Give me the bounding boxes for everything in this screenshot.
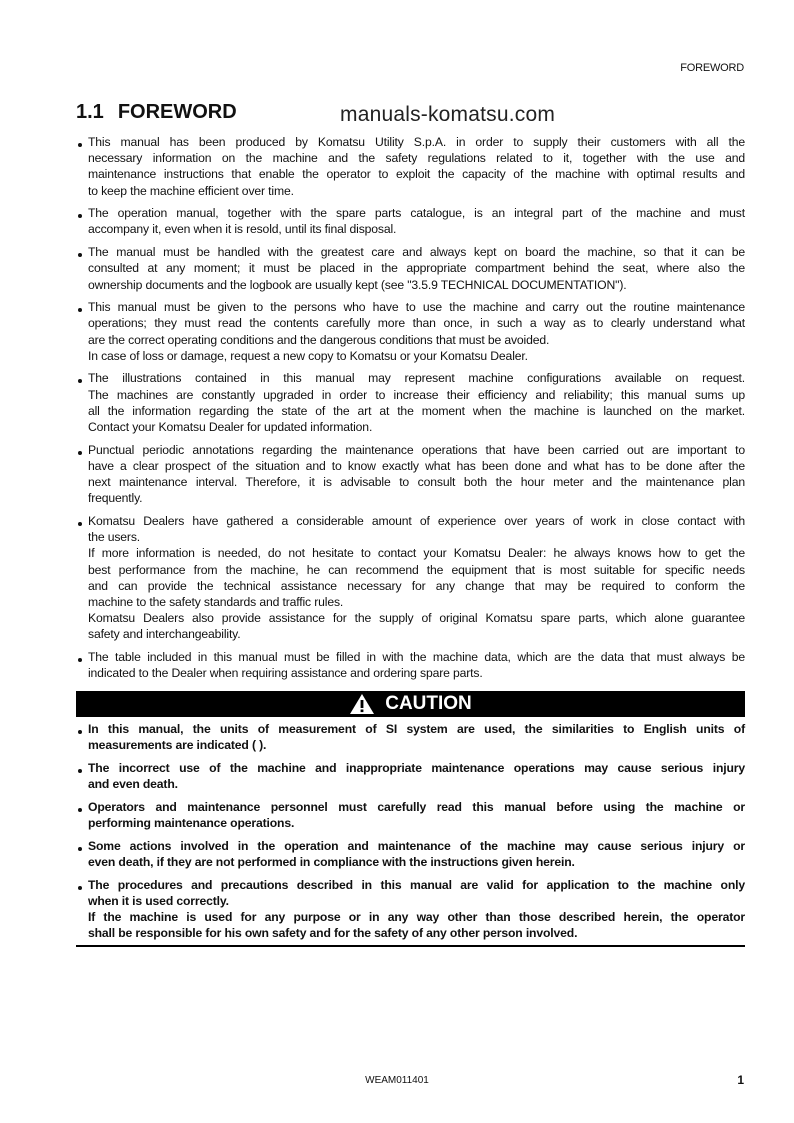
caution-item [76, 760, 745, 792]
watermark: manuals-komatsu.com [340, 103, 556, 126]
text-line: the users. [88, 530, 141, 545]
text-line: best performance from the machine, he can recommend the equipment that is most suitable for specific needs [88, 562, 745, 577]
bullet-paragraph [76, 442, 745, 507]
text-line: Komatsu Dealers also provide assistance for the supply of original Komatsu spare parts, which alone guarantee [88, 611, 745, 626]
text-line: when it is used correctly. [88, 893, 229, 908]
text-line: The procedures and precautions described in this manual are valid for application to the machine only [88, 877, 745, 892]
text-line: even death, if they are not performed in compliance with the instructions given herein. [88, 854, 575, 869]
text-line: safety and interchangeability. [88, 627, 241, 642]
text-line: The incorrect use of the machine and inappropriate maintenance operations may cause serious injury [88, 760, 745, 775]
warning-triangle-icon [349, 693, 375, 715]
text-line: are the correct operating conditions and the dangerous conditions that must be avoided. [88, 332, 550, 347]
section-number: 1.1 [76, 101, 104, 123]
text-line: have a clear prospect of the situation and to know exactly what has been done and what has to be done after the [88, 458, 745, 473]
document-code: WEAM011401 [365, 1075, 429, 1086]
text-line: consulted at any moment; it must be placed in the appropriate compartment behind the seat, where also the [88, 261, 745, 276]
caution-item [76, 799, 745, 831]
caution-banner [76, 691, 745, 717]
page-number: 1 [737, 1073, 744, 1087]
running-header: FOREWORD [680, 62, 744, 74]
caution-body [76, 721, 745, 948]
text-line: The table included in this manual must be filled in with the machine data, which are the data that must always be [88, 649, 745, 664]
text-line: operations; they must read the contents carefully more than once, in such a way as to clearly understand what [88, 316, 745, 331]
text-line: The manual must be handled with the greatest care and always kept on board the machine, so that it can be [88, 245, 745, 260]
caution-item [76, 838, 745, 870]
text-line: maintenance instructions that enable the operator to exploit the capacity of the machine with optimal results and [88, 167, 745, 182]
text-line: and even death. [88, 777, 178, 792]
text-line: and can provide the technical assistance necessary for any change that may be required to conform the [88, 578, 745, 593]
text-line: next maintenance interval. Therefore, it is advisable to consult both the hour meter and the maintenance plan [88, 475, 745, 490]
divider [76, 945, 745, 947]
text-line: If more information is needed, do not hesitate to contact your Komatsu Dealer: he always knows how to get the [88, 546, 745, 561]
text-line: necessary information on the machine and the safety regulations related to it, together with the use and [88, 151, 745, 166]
text-line: machine to the safety standards and traffic rules. [88, 594, 344, 609]
foreword-body [76, 134, 745, 688]
bullet-paragraph [76, 205, 745, 237]
caution-item [76, 721, 745, 753]
text-line: frequently. [88, 491, 143, 506]
bullet-paragraph [76, 513, 745, 643]
text-line: indicated to the Dealer when requiring assistance and ordering spare parts. [88, 666, 483, 681]
caution-label: CAUTION [385, 693, 472, 714]
text-line: The illustrations contained in this manual may represent machine configurations available on request. [88, 371, 745, 386]
text-line: all the information regarding the state of the art at the moment when the machine is launched on the market. [88, 403, 745, 418]
bullet-paragraph [76, 649, 745, 681]
text-line: ownership documents and the logbook are usually kept (see "3.5.9 TECHNICAL DOCUMENTATION"). [88, 277, 627, 292]
text-line: In case of loss or damage, request a new copy to Komatsu or your Komatsu Dealer. [88, 348, 528, 363]
bullet-paragraph [76, 134, 745, 199]
text-line: accompany it, even when it is resold, until its final disposal. [88, 222, 397, 237]
text-line: Komatsu Dealers have gathered a considerable amount of experience over years of work in close contact with [88, 513, 745, 528]
bullet-paragraph [76, 370, 745, 435]
text-line: Operators and maintenance personnel must carefully read this manual before using the machine or [88, 799, 745, 814]
text-line: to keep the machine efficient over time. [88, 183, 294, 198]
text-line: In this manual, the units of measurement of SI system are used, the similarities to English units of [88, 722, 745, 736]
text-line: Punctual periodic annotations regarding the maintenance operations that have been carried out are important to [88, 442, 745, 457]
bullet-paragraph [76, 244, 745, 293]
text-line: performing maintenance operations. [88, 815, 295, 830]
text-line: This manual must be given to the persons who have to use the machine and carry out the routine maintenance [88, 300, 745, 315]
text-line: Contact your Komatsu Dealer for updated information. [88, 420, 373, 434]
text-line: This manual has been produced by Komatsu Utility S.p.A. in order to supply their customers with all the [88, 135, 745, 149]
text-line: Some actions involved in the operation and maintenance of the machine may cause serious injury or [88, 838, 745, 853]
text-line: If the machine is used for any purpose or in any way other than those described herein, the operator [88, 909, 745, 924]
text-line: measurements are indicated ( ). [88, 738, 267, 753]
text-line: shall be responsible for his own safety and for the safety of any other person involved. [88, 926, 578, 941]
section-title: FOREWORD [117, 101, 237, 123]
text-line: The operation manual, together with the spare parts catalogue, is an integral part of the machine and must [88, 206, 745, 221]
caution-item [76, 877, 745, 942]
text-line: The machines are constantly upgraded in order to increase their efficiency and reliability; this manual sums up [88, 387, 745, 402]
page-title [76, 101, 237, 124]
bullet-paragraph [76, 299, 745, 364]
